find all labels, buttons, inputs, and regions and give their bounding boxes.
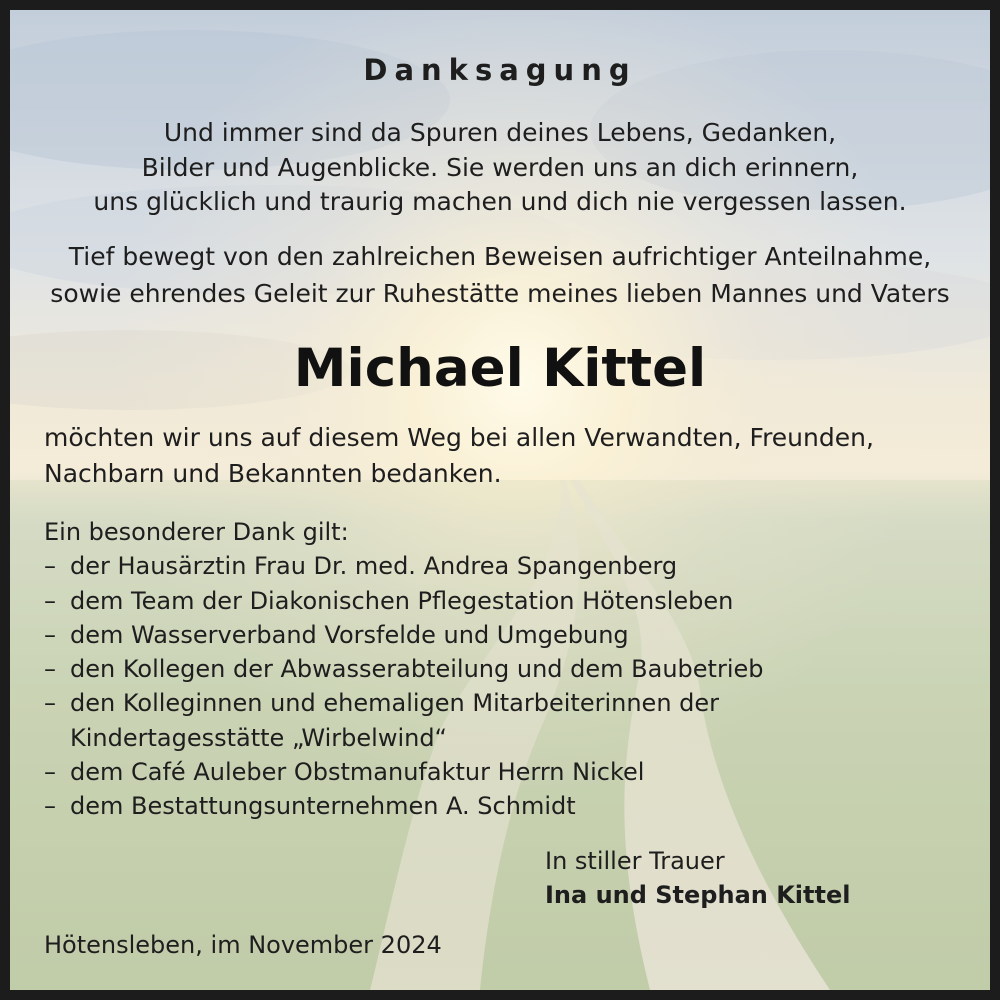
thanks-line: möchten wir uns auf diesem Weg bei allen Verwandten, Freunden, xyxy=(44,423,874,452)
poem-line: Bilder und Augenblicke. Sie werden uns an dich erinnern, xyxy=(141,152,859,182)
list-dash: – xyxy=(44,758,56,787)
list-dash: – xyxy=(44,552,56,581)
list-item xyxy=(44,584,956,618)
intro-line: Tief bewegt von den zahlreichen Beweisen aufrichtiger Anteilnahme, xyxy=(68,242,932,271)
list-item xyxy=(44,549,956,583)
list-item-text: den Kolleginnen und ehemaligen Mitarbeiterinnen der xyxy=(70,689,720,718)
list-item-text: den Kollegen der Abwasserabteilung und dem Baubetrieb xyxy=(70,655,764,684)
poem xyxy=(10,116,990,220)
list-dash: – xyxy=(44,586,56,615)
list-item-text: dem Wasserverband Vorsfelde und Umgebung xyxy=(70,620,629,649)
special-thanks-intro: Ein besonderer Dank gilt: xyxy=(44,518,349,546)
intro-line: sowie ehrendes Geleit zur Ruhestätte meines lieben Mannes und Vaters xyxy=(50,279,950,308)
list-item xyxy=(44,686,956,720)
list-item-text: dem Café Auleber Obstmanufaktur Herrn Nickel xyxy=(70,758,645,787)
list-item xyxy=(44,652,956,686)
mourning-phrase: In stiller Trauer xyxy=(545,847,725,875)
deceased-name: Michael Kittel xyxy=(293,338,707,399)
list-item-text: Kindertagesstätte „Wirbelwind“ xyxy=(70,723,447,752)
notice-heading: Danksagung xyxy=(363,53,637,87)
thanks-text xyxy=(44,420,956,492)
notice-content xyxy=(10,10,990,990)
mourner-names: Ina und Stephan Kittel xyxy=(545,881,851,909)
list-dash: – xyxy=(44,620,56,649)
list-item-text: der Hausärztin Frau Dr. med. Andrea Spangenberg xyxy=(70,552,678,581)
list-item-text: dem Team der Diakonischen Pflegestation Hötensleben xyxy=(70,586,734,615)
signature-block xyxy=(545,844,850,912)
list-dash: – xyxy=(44,655,56,684)
list-item xyxy=(44,789,956,823)
list-dash: – xyxy=(44,792,56,821)
poem-line: Und immer sind da Spuren deines Lebens, Gedanken, xyxy=(163,118,837,147)
thanks-line: Nachbarn und Bekannten bedanken. xyxy=(44,459,502,488)
special-thanks-list xyxy=(44,515,956,824)
place-and-date: Hötensleben, im November 2024 xyxy=(44,931,442,959)
list-item-continuation xyxy=(44,721,956,755)
list-item-text: dem Bestattungsunternehmen A. Schmidt xyxy=(70,792,576,821)
intro-text xyxy=(44,238,956,312)
list-item xyxy=(44,755,956,789)
list-dash: – xyxy=(44,689,56,718)
poem-line: uns glücklich und traurig machen und dich nie vergessen lassen. xyxy=(93,187,907,216)
list-item xyxy=(44,618,956,652)
